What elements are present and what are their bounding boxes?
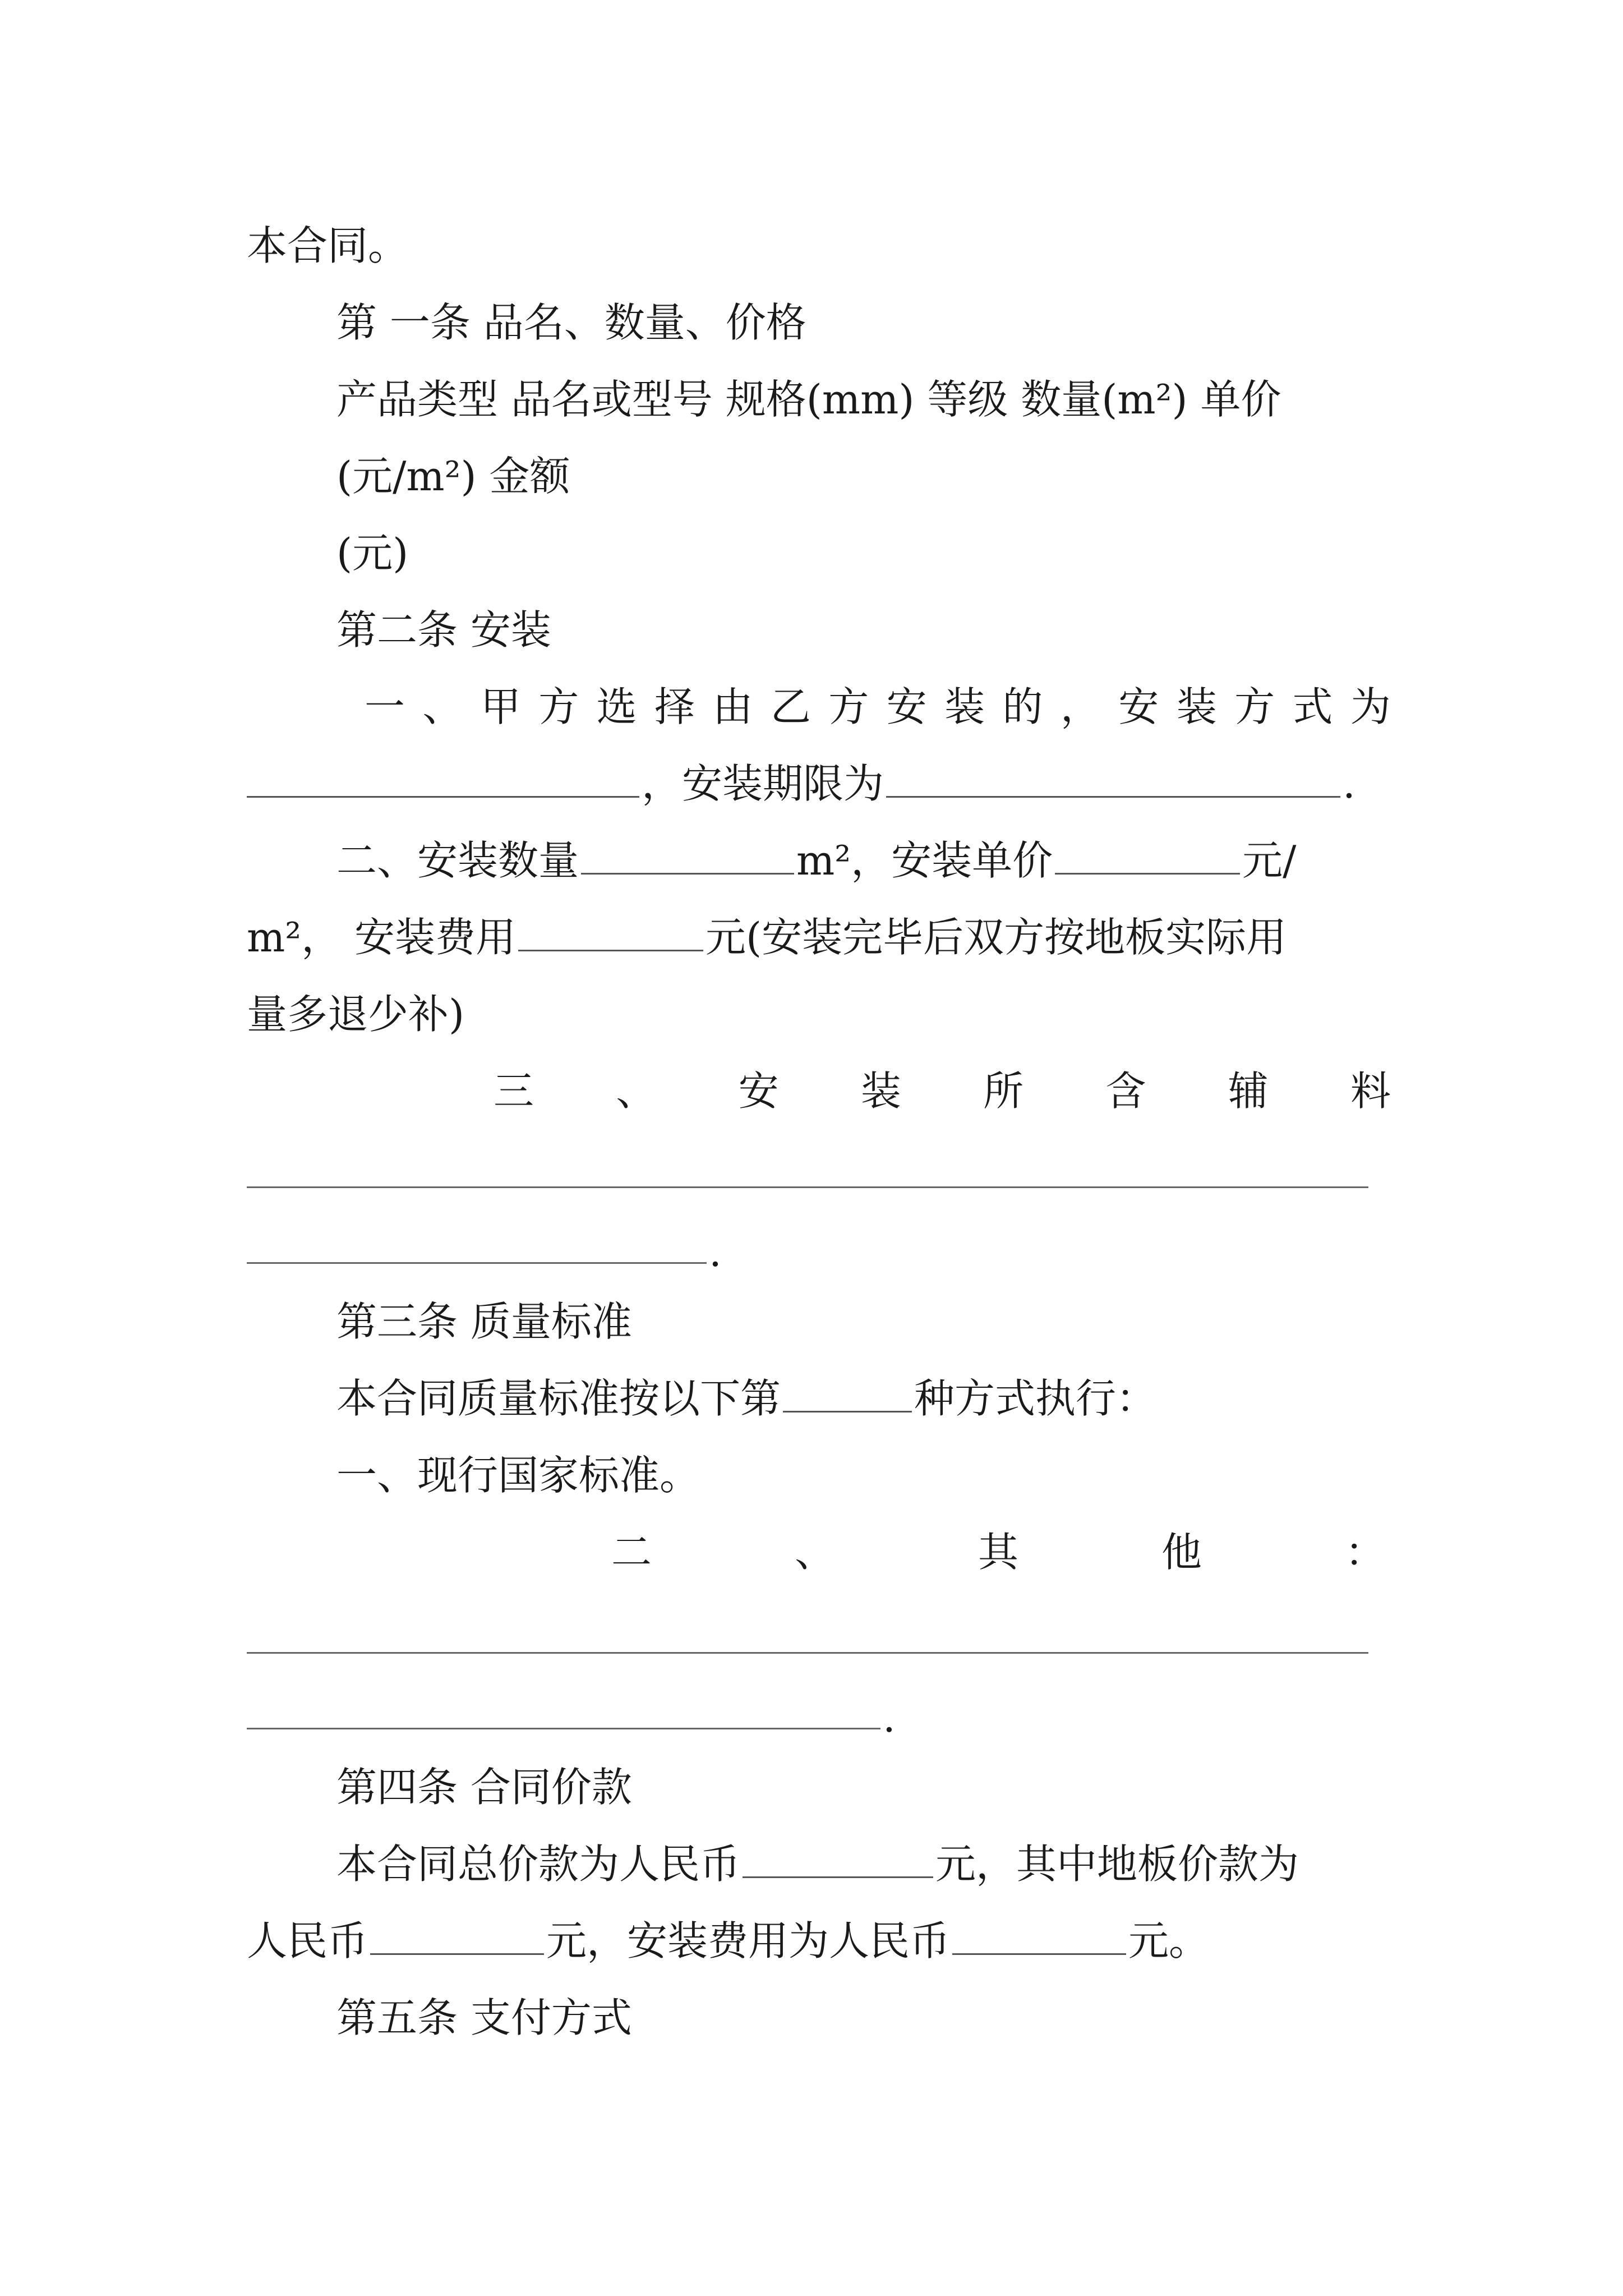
heading-text: 第五条 支付方式: [336, 1994, 632, 2041]
quality-option-blank[interactable]: [783, 1370, 912, 1412]
text: 元(安装完毕后双方按地板实际用: [706, 914, 1287, 961]
article-2-item-2-line-2: [247, 907, 1391, 968]
char: 二: [611, 1529, 652, 1576]
install-unit-price-blank[interactable]: [1055, 832, 1240, 875]
auxiliary-materials-blank-line-2[interactable]: [247, 1262, 707, 1264]
floor-price-blank[interactable]: [370, 1913, 544, 1955]
text: .: [709, 1228, 722, 1276]
article-3-option-1: [336, 1444, 1391, 1506]
text: 本合同质量标准按以下第: [336, 1375, 781, 1422]
article-4-line-2: [247, 1910, 1391, 1972]
char: 、: [794, 1529, 835, 1576]
char: 由: [712, 683, 753, 730]
char: 安: [738, 1068, 779, 1115]
article-2-item-1-blanks: [247, 753, 1391, 815]
text: 量多退少补): [247, 991, 465, 1038]
text: 人民币: [247, 1917, 368, 1964]
heading-text: 第四条 合同价款: [336, 1764, 632, 1811]
char: 安: [1118, 683, 1159, 730]
table-header-line-2: [336, 445, 1391, 507]
char: 选: [596, 683, 637, 730]
article-2-heading: [336, 599, 1391, 661]
text: 二、安装数量: [336, 837, 579, 884]
text: ，安装期限为: [642, 760, 884, 807]
install-period-blank[interactable]: [886, 756, 1340, 798]
char: 所: [983, 1068, 1024, 1115]
table-header-line-1: [336, 369, 1391, 430]
text: .: [883, 1694, 896, 1741]
char: 一: [365, 683, 405, 730]
char: 、: [422, 683, 463, 730]
install-method-blank[interactable]: [247, 756, 639, 798]
article-3-heading: [336, 1291, 1391, 1352]
text: (元): [336, 530, 409, 577]
install-fee-total-blank[interactable]: [952, 1913, 1126, 1955]
other-standard-blank-line-1[interactable]: [247, 1652, 1368, 1654]
article-3-option-2: [611, 1521, 1385, 1583]
char: 其: [978, 1529, 1018, 1576]
text: 产品类型 品名或型号 规格(mm) 等级 数量(m²) 单价: [336, 376, 1281, 423]
char: ：: [1344, 1529, 1385, 1576]
char: 乙: [770, 683, 811, 730]
char: 含: [1105, 1068, 1146, 1115]
article-2-item-3-line: [494, 1060, 1391, 1122]
char: 安: [886, 683, 927, 730]
text: 一、现行国家标准。: [336, 1452, 700, 1499]
char: 装: [860, 1068, 901, 1115]
char: 辅: [1228, 1068, 1269, 1115]
text: 本合同总价款为人民币: [336, 1841, 741, 1888]
text: 本合同。: [247, 222, 409, 269]
total-price-blank[interactable]: [743, 1836, 933, 1878]
char: 为: [1350, 683, 1391, 730]
other-standard-blank-line-2[interactable]: [247, 1728, 880, 1729]
char: 式: [1292, 683, 1333, 730]
heading-text: 第三条 质量标准: [336, 1298, 632, 1345]
char: 方: [828, 683, 869, 730]
char: ，: [1060, 683, 1101, 730]
text-line-continuation: [247, 215, 1391, 277]
text: 元，安装费用为人民币: [546, 1917, 951, 1964]
article-3-line-1: [336, 1368, 1391, 1429]
article-5-heading: [336, 1987, 1391, 2049]
article-2-item-2-line-1: [336, 830, 1391, 891]
article-1-heading: [336, 292, 1391, 353]
text: 元。: [1128, 1917, 1210, 1964]
text: (元/m²) 金额: [336, 453, 570, 500]
text: 种方式执行：: [914, 1375, 1157, 1422]
char: 甲: [480, 683, 521, 730]
article-4-line-1: [336, 1833, 1391, 1895]
text: m²，安装单价: [796, 837, 1053, 884]
article-2-item-1-line: [365, 676, 1391, 738]
text: m²， 安装费用: [247, 914, 517, 961]
text: .: [1343, 760, 1355, 807]
install-quantity-blank[interactable]: [581, 832, 794, 875]
char: 的: [1002, 683, 1043, 730]
char: 装: [1176, 683, 1217, 730]
heading-text: 第 一条 品名、数量、价格: [336, 299, 806, 346]
heading-text: 第二条 安装: [336, 606, 551, 654]
char: 方: [1234, 683, 1275, 730]
article-2-item-2-line-3: [247, 983, 1391, 1045]
char: 择: [654, 683, 695, 730]
char: 、: [616, 1068, 657, 1115]
char: 料: [1350, 1068, 1391, 1115]
char: 他: [1161, 1529, 1202, 1576]
article-4-heading: [336, 1756, 1391, 1818]
text: 元，其中地板价款为: [935, 1841, 1299, 1888]
text: 元/: [1242, 837, 1297, 884]
table-header-line-3: [336, 522, 1391, 584]
char: 三: [494, 1068, 534, 1115]
char: 装: [944, 683, 985, 730]
auxiliary-materials-blank-line-1[interactable]: [247, 1186, 1368, 1188]
install-fee-blank[interactable]: [518, 909, 703, 951]
char: 方: [538, 683, 579, 730]
